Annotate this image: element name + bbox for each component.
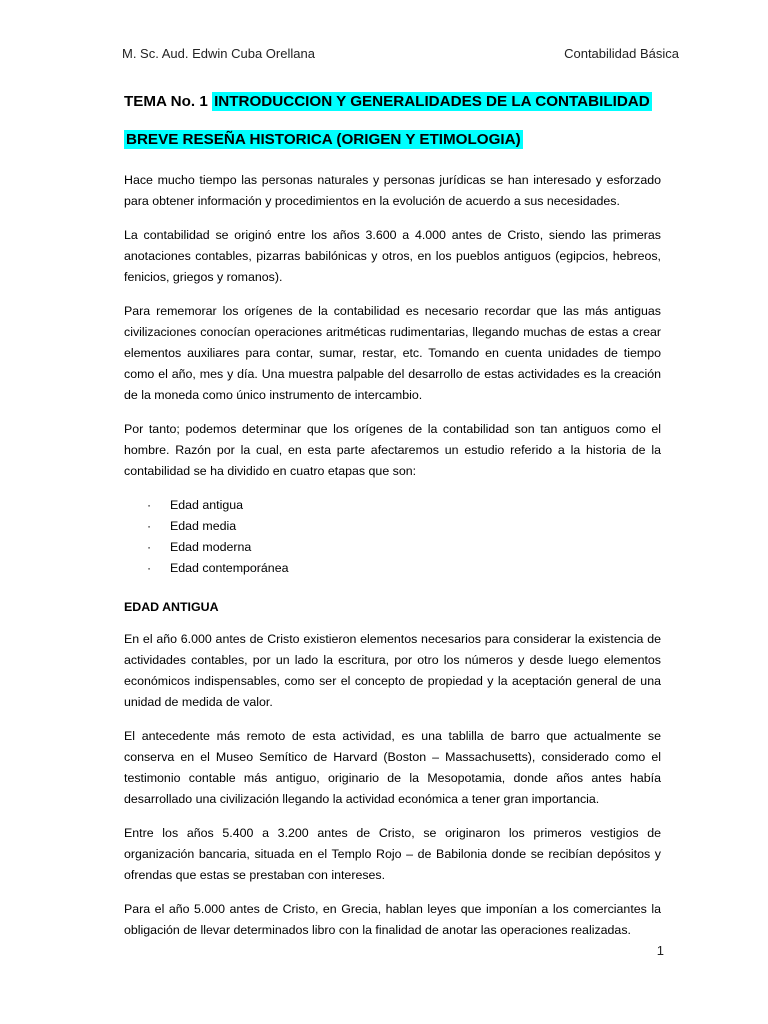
list-item — [124, 558, 661, 579]
paragraph: En el año 6.000 antes de Cristo existieron elementos necesarios para considerar la existencia de actividades contables, por un lado la escritura, por otro los números y desde luego elementos económicos indispensables, como ser el concepto de propiedad y la aceptación general de una unidad de medida de valor. — [124, 632, 661, 709]
paragraph: Hace mucho tiempo las personas naturales y personas jurídicas se han interesado y esforzado para obtener información y procedimientos en la evolución de acuerdo a sus necesidades. — [124, 173, 661, 208]
topic-title — [124, 91, 661, 113]
section-subtitle — [124, 129, 661, 151]
topic-heading: INTRODUCCION Y GENERALIDADES DE LA CONTABILIDAD — [214, 93, 650, 110]
list-item — [124, 516, 661, 537]
list-item-label: Edad antigua — [170, 498, 244, 512]
document-body — [124, 91, 661, 954]
subtitle-text: BREVE RESEÑA HISTORICA (ORIGEN Y ETIMOLOGIA) — [126, 131, 521, 148]
paragraph: Para rememorar los orígenes de la contabilidad es necesario recordar que las más antiguas civilizaciones conocían operaciones aritméticas rudimentarias, llegando muchas de estas a crear elementos auxiliares para contar, sumar, restar, etc. Tomando en cuenta unidades de tiempo como el año, mes y día. Una muestra palpable del desarrollo de estas actividades es la creación de la moneda como único instrumento de intercambio. — [124, 304, 661, 402]
paragraph: Por tanto; podemos determinar que los orígenes de la contabilidad son tan antiguos como el hombre. Razón por la cual, en esta parte afectaremos un estudio referido a la historia de la contabilidad se ha dividido en cuatro etapas que son: — [124, 422, 661, 478]
list-item — [124, 537, 661, 558]
list-item — [124, 495, 661, 516]
paragraph: El antecedente más remoto de esta actividad, es una tablilla de barro que actualmente se conserva en el Museo Semítico de Harvard (Boston – Massachusetts), considerado como el testimonio contable más antiguo, originario de la Mesopotamia, donde años antes había desarrollado una civilización llegando la actividad económica a tener gran importancia. — [124, 729, 661, 806]
paragraph: Para el año 5.000 antes de Cristo, en Grecia, hablan leyes que imponían a los comerciantes la obligación de llevar determinados libro con la finalidad de anotar las operaciones realizadas. — [124, 902, 661, 937]
topic-number: TEMA No. 1 — [124, 93, 208, 110]
paragraph: Entre los años 5.400 a 3.200 antes de Cristo, se originaron los primeros vestigios de organización bancaria, situada en el Templo Rojo – de Babilonia donde se recibían depósitos y ofrendas que estas se prestaban con intereses. — [124, 826, 661, 882]
list-item-label: Edad media — [170, 519, 237, 533]
bullet-mark: · — [147, 540, 152, 554]
page-number: 1 — [656, 943, 664, 958]
section-heading: EDAD ANTIGUA — [124, 600, 219, 614]
list-item-label: Edad contemporánea — [170, 561, 289, 575]
bullet-mark: · — [147, 498, 152, 512]
paragraph: La contabilidad se originó entre los años 3.600 a 4.000 antes de Cristo, siendo las primeras anotaciones contables, pizarras babilónicas y otros, en los pueblos antiguos (egipcios, hebreos, fenicios, griegos y romanos). — [124, 228, 661, 284]
header-course: Contabilidad Básica — [564, 46, 679, 61]
bullet-mark: · — [147, 519, 152, 533]
list-item-label: Edad moderna — [170, 540, 252, 554]
bullet-mark: · — [147, 561, 152, 575]
stages-list — [124, 495, 661, 579]
header-author: M. Sc. Aud. Edwin Cuba Orellana — [122, 46, 315, 61]
